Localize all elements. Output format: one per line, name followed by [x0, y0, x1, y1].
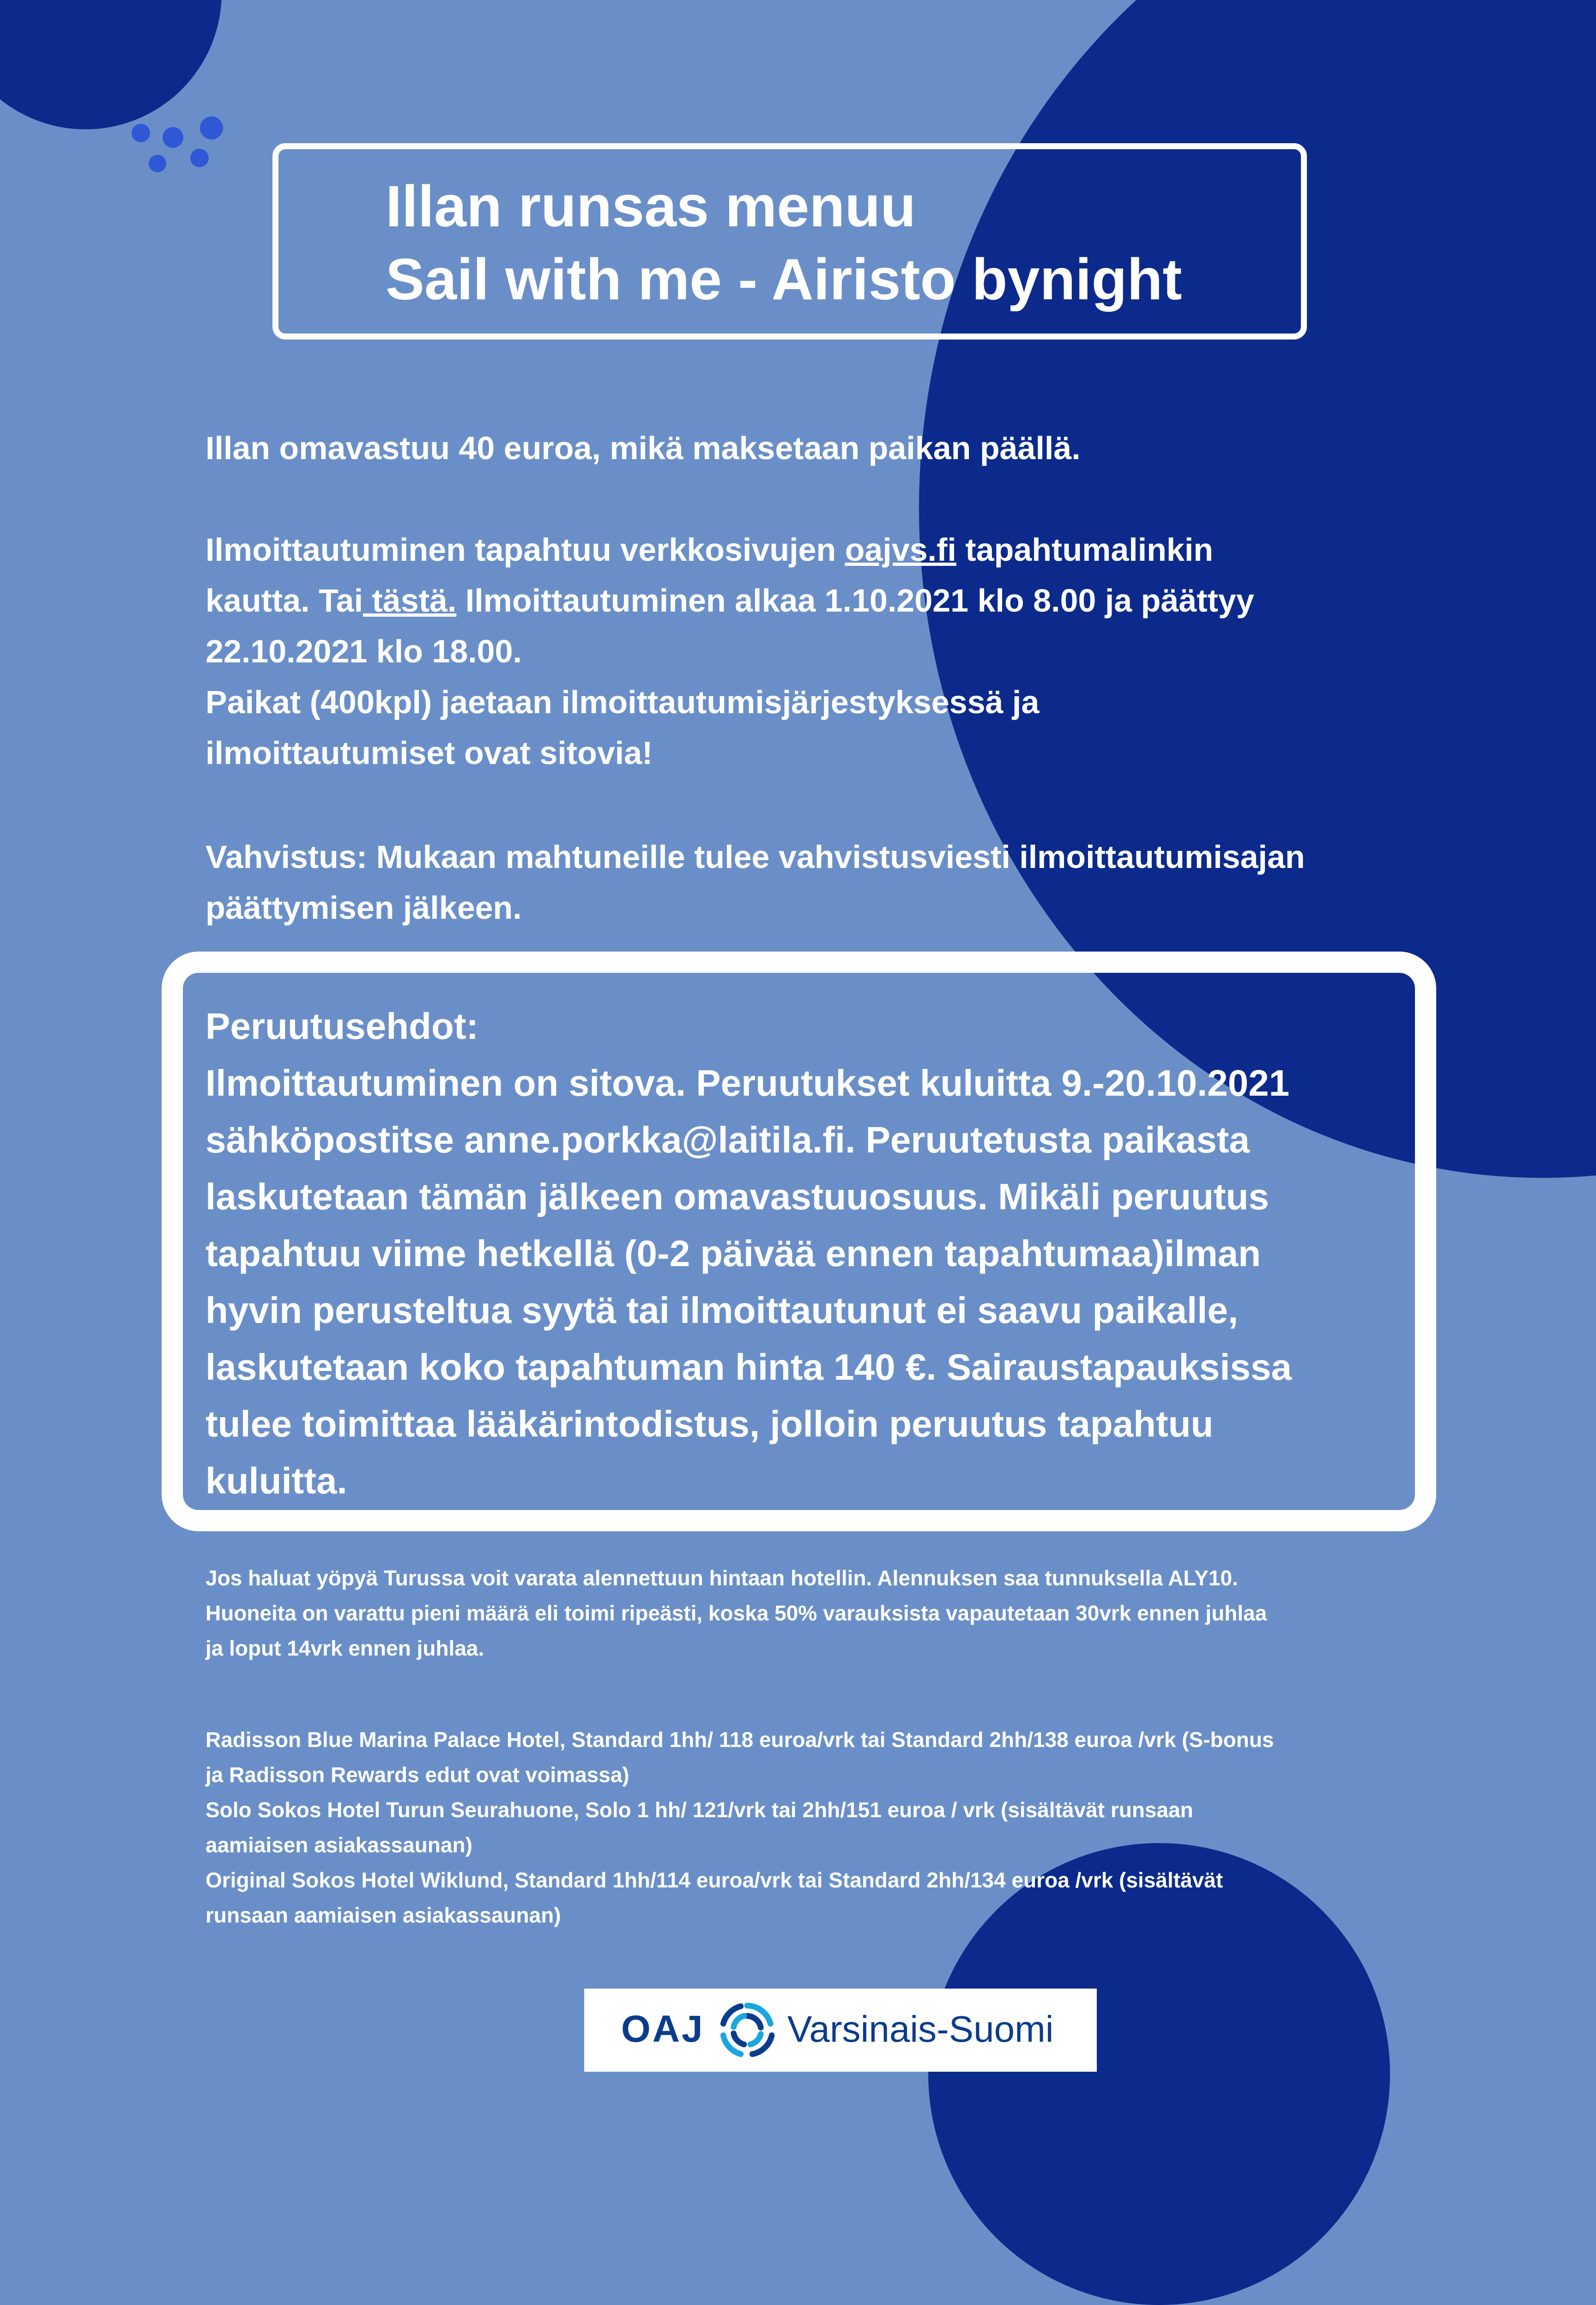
seats-info-line-2: ilmoittautumiset ovat sitovia!	[206, 735, 653, 771]
hotel-info-line: Huoneita on varattu pieni määrä eli toimi ripeästi, koska 50% varauksista vapautetaan 30vrk ennen juhlaa	[206, 1601, 1267, 1625]
cancellation-line: tapahtuu viime hetkellä (0-2 päivää ennen tapahtumaa)ilman	[206, 1233, 1261, 1274]
hotel-info-line: ja loput 14vrk ennen juhlaa.	[206, 1636, 484, 1660]
oaj-logo	[584, 1989, 1097, 2072]
hotel-line: Solo Sokos Hotel Turun Seurahuone, Solo 1 hh/ 121/vrk tai 2hh/151 euroa / vrk (sisältävät runsaan	[206, 1798, 1193, 1822]
page-title-line-1: Illan runsas menuu	[386, 174, 916, 239]
decorative-circle-bottom	[928, 1843, 1390, 2305]
cancellation-line: hyvin perusteltua syytä tai ilmoittautunut ei saavu paikalle,	[206, 1290, 1239, 1331]
registration-text: kautta. Tai	[206, 582, 363, 619]
price-info: Illan omavastuu 40 euroa, mikä maksetaan paikan päällä.	[206, 430, 1081, 466]
registration-text: Ilmoittautuminen tapahtuu verkkosivujen	[206, 532, 845, 568]
dot	[149, 155, 166, 172]
oajvs-link[interactable]: oajvs.fi	[845, 532, 956, 568]
hotel-line: runsaan aamiaisen asiakassaunan)	[206, 1903, 561, 1927]
cancellation-terms	[206, 998, 1415, 1509]
registration-line-1	[206, 524, 1213, 575]
hotel-info-line: Jos haluat yöpyä Turussa voit varata alennettuun hintaan hotellin. Alennuksen saa tunnuksella ALY10.	[206, 1566, 1238, 1590]
dot	[163, 127, 183, 148]
cancellation-line: Ilmoittautuminen on sitova. Peruutukset kuluitta 9.-20.10.2021	[206, 1062, 1290, 1104]
registration-link-here[interactable]: tästä.	[363, 582, 457, 619]
hotel-line: Original Sokos Hotel Wiklund, Standard 1hh/114 euroa/vrk tai Standard 2hh/134 euroa /vrk (sisältävät	[206, 1868, 1223, 1892]
hotel-line: Radisson Blue Marina Palace Hotel, Standard 1hh/ 118 euroa/vrk tai Standard 2hh/138 euroa /vrk (S-bonus	[206, 1728, 1274, 1752]
cancellation-line: sähköpostitse anne.porkka@laitila.fi. Peruutetusta paikasta	[206, 1119, 1250, 1160]
dot	[190, 149, 209, 167]
dot	[132, 124, 150, 142]
cancellation-heading: Peruutusehdot:	[206, 1006, 479, 1047]
page-title-line-2: Sail with me - Airisto bynight	[386, 247, 1182, 312]
registration-line-2	[206, 575, 1254, 626]
cancellation-line: tulee toimittaa lääkärintodistus, jolloin peruutus tapahtuu	[206, 1403, 1214, 1444]
hotel-line: aamiaisen asiakassaunan)	[206, 1833, 472, 1857]
dot	[200, 116, 223, 140]
hotel-line: ja Radisson Rewards edut ovat voimassa)	[206, 1763, 629, 1787]
confirmation-line-1: Vahvistus: Mukaan mahtuneille tulee vahvistusviesti ilmoittautumisajan	[206, 839, 1305, 875]
registration-end-date: 22.10.2021 klo 18.00.	[206, 633, 522, 669]
cancellation-line: kuluitta.	[206, 1460, 347, 1501]
confirmation-line-2: päättymisen jälkeen.	[206, 890, 522, 926]
oaj-swirl-icon	[715, 1998, 780, 2062]
cancellation-line: laskutetaan koko tapahtuman hinta 140 €. Sairaustapauksissa	[206, 1347, 1292, 1388]
registration-text: tapahtumalinkin	[956, 532, 1214, 568]
logo-org-name: OAJ	[621, 2008, 705, 2050]
cancellation-line: laskutetaan tämän jälkeen omavastuuosuus. Mikäli peruutus	[206, 1176, 1269, 1217]
logo-region-name: Varsinais-Suomi	[787, 2008, 1054, 2050]
decorative-circle-top-left	[0, 0, 222, 129]
registration-text: Ilmoittautuminen alkaa 1.10.2021 klo 8.00 ja päättyy	[456, 582, 1254, 619]
seats-info-line-1: Paikat (400kpl) jaetaan ilmoittautumisjärjestyksessä ja	[206, 684, 1040, 720]
